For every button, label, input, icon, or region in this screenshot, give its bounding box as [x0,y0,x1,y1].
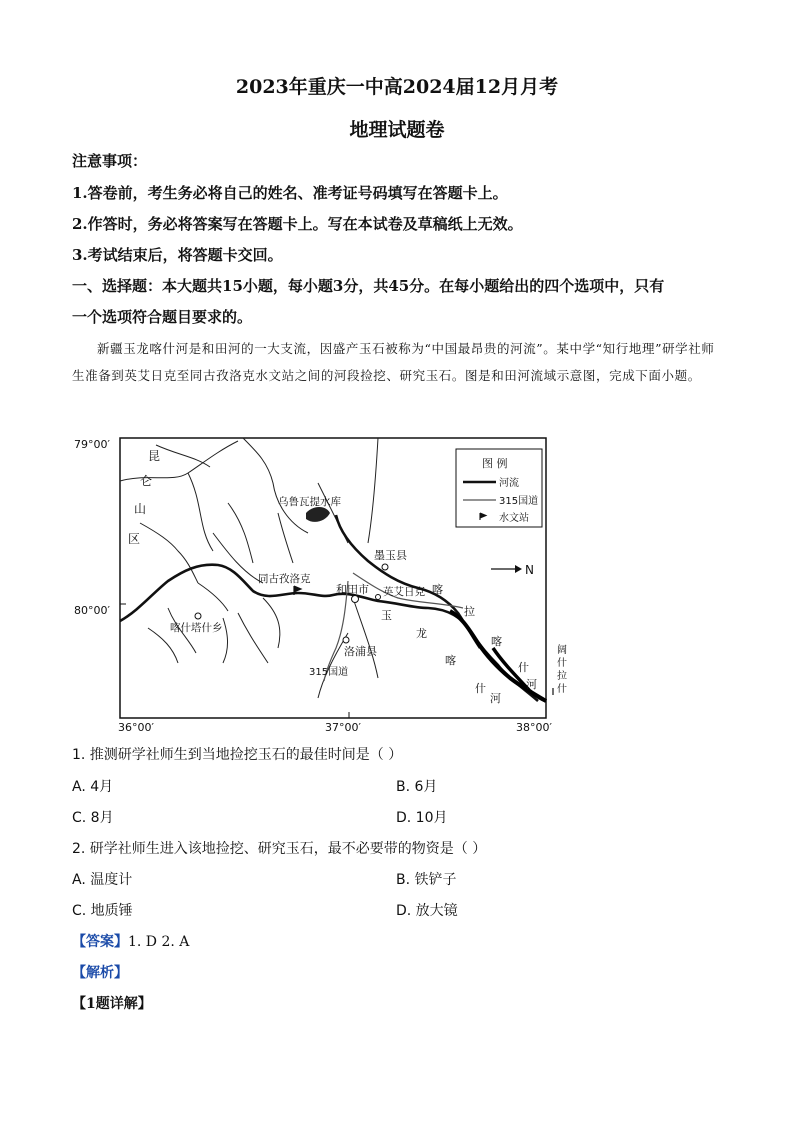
q1-option-d: D. 10月 [396,810,448,826]
detail-heading: 【1题详解】 [72,996,152,1012]
moyu-dot [382,564,388,570]
moyu-label: 墨玉县 [374,549,407,562]
q2-option-b: B. 铁铲子 [396,872,457,888]
map-legend [456,449,542,527]
lon-mid-label: 37°00′ [325,721,361,734]
ale-char-1: 阔 [557,645,567,656]
kala-char-4: 什 [518,661,529,674]
yingai-label: 英艾日克 [383,586,425,598]
yulong-char-2: 龙 [416,627,427,640]
exam-subtitle: 地理试题卷 [349,119,445,141]
hotan-river-map [74,433,567,734]
hetian-dot [352,596,359,603]
note-item-1: 1.答卷前，考生务必将自己的姓名、准考证号码填写在答题卡上。 [72,184,508,202]
q2-option-d: D. 放大镜 [396,903,458,919]
notes-heading: 注意事项： [72,152,148,170]
region-char-4: 区 [128,532,141,546]
tonggu-label: 同古孜洛克 [258,573,311,585]
analysis-tag: 【解析】 [72,965,128,981]
analysis-line [72,962,128,982]
kashitashi-label: 喀什塔什乡 [170,622,223,634]
question-2-stem: 2. 研学社师生进入该地捡挖、研究玉石，最不必要带的物资是（ ） [72,841,487,857]
answer-value: 1. D 2. A [128,934,190,950]
ale-char-2: 什 [557,658,567,669]
legend-title: 图 例 [482,457,508,470]
answer-line [72,931,189,951]
q2-option-a: A. 温度计 [72,872,133,888]
lon-right-label: 38°00′ [516,721,552,734]
region-char-1: 昆 [148,449,161,463]
legend-station-label: 水文站 [499,513,529,524]
section-heading-line1: 一、选择题：本大题共15小题，每小题3分，共45分。在每小题给出的四个选项中，只有 [72,277,665,295]
yulong-char-1: 玉 [381,609,392,622]
passage-text: 新疆玉龙喀什河是和田河的一大支流，因盛产玉石被称为“中国最昂贵的河流”。某中学“知行地理”研学社师生准备到英艾日克至同古孜洛克水文站之间的河段捡挖、研究玉石。图是和田河流域示意图，完成下面小题。 [72,341,715,383]
section-heading-line2: 一个选项符合题目要求的。 [72,308,253,326]
ale-char-4: 什 [557,684,567,695]
reservoir-shape [306,507,330,522]
thin-streams [120,438,378,698]
legend-road-label: 315国道 [499,496,539,507]
q1-option-b: B. 6月 [396,779,438,795]
hetian-label: 和田市 [336,583,369,596]
exam-title: 2023年重庆一中高2024届12月月考 [235,76,559,98]
q1-option-a: A. 4月 [72,779,114,795]
yulong-char-3: 喀 [445,654,456,667]
yingai-dot [376,595,381,600]
reservoir-label: 乌鲁瓦提水库 [278,496,341,508]
kashitashi-dot [195,613,201,619]
lon-left-label: 36°00′ [118,721,154,734]
region-char-2: 仑 [140,474,153,488]
yulong-char-4: 什 [475,682,486,695]
north-arrow-head-icon [515,565,522,573]
question-1-stem: 1. 推测研学社师生到当地捡挖玉石的最佳时间是（ ） [72,747,403,763]
kala-char-5: 河 [526,678,537,691]
lat-top-label: 79°00′ [74,438,110,451]
q2-option-c: C. 地质锤 [72,903,133,919]
luopu-label: 洛浦县 [344,645,377,658]
note-item-3: 3.考试结束后，将答题卡交回。 [72,246,283,264]
answer-tag: 【答案】 [72,934,128,950]
kala-char-2: 拉 [464,605,475,618]
q1-option-c: C. 8月 [72,810,114,826]
north-label: N [525,563,534,577]
ale-char-3: 拉 [557,671,567,682]
yulong-char-5: 河 [490,692,501,705]
highway-label: 315国道 [309,667,349,678]
lat-mid-label: 80°00′ [74,604,110,617]
region-char-3: 山 [134,502,147,516]
kala-char-3: 喀 [491,635,502,648]
legend-river-label: 河流 [499,478,519,489]
luopu-dot [343,637,349,643]
note-item-2: 2.作答时，务必将答案写在答题卡上。写在本试卷及草稿纸上无效。 [72,215,523,233]
kala-char-1: 喀 [432,583,443,596]
